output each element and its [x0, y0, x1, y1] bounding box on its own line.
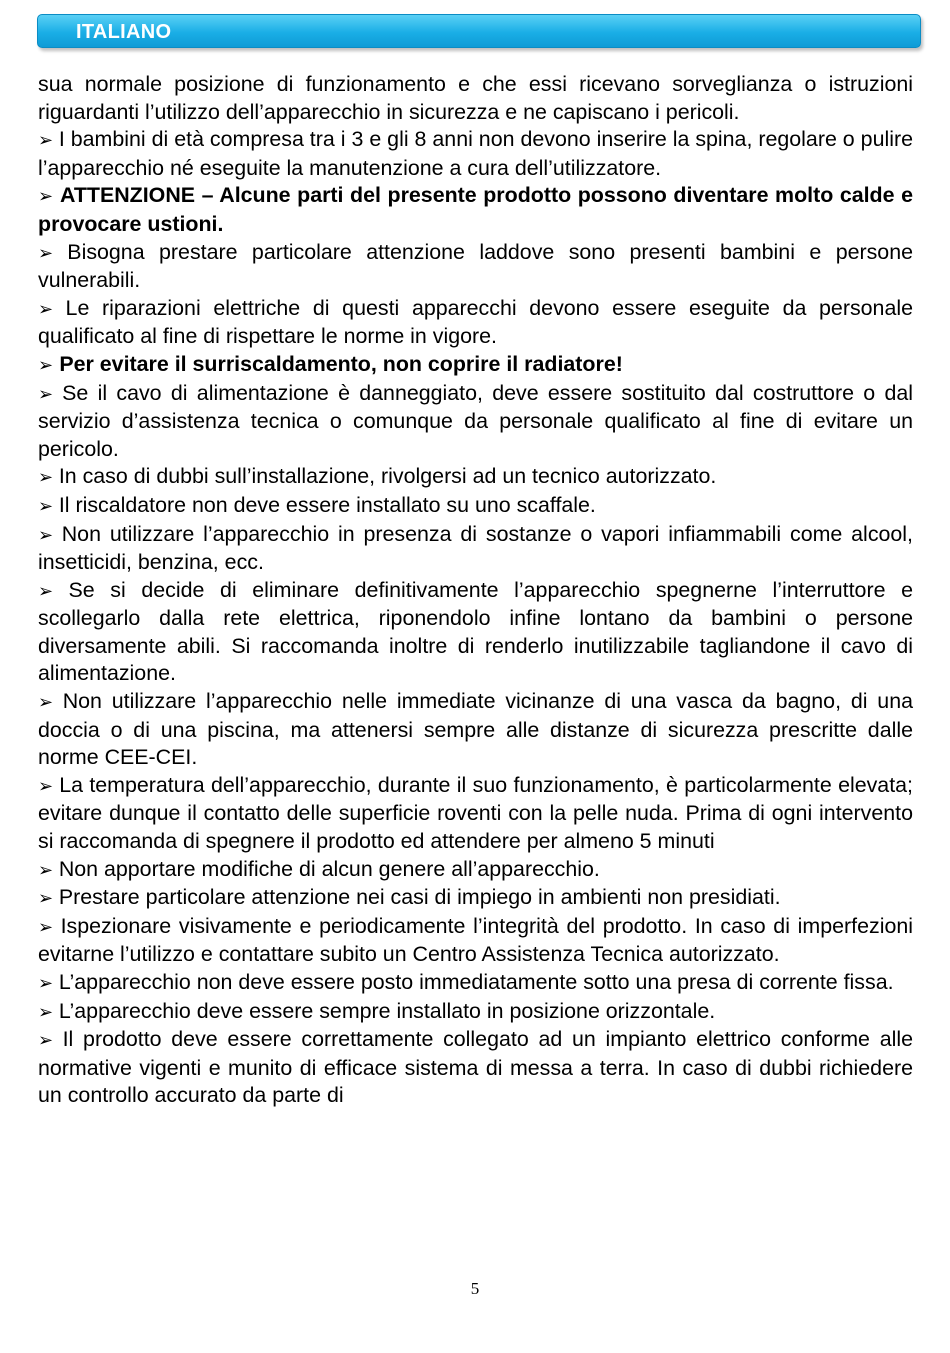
bullet-item: ➢ Ispezionare visivamente e periodicamente l’integrità del prodotto. In caso di imperfezioni evitarne l’utilizzo e contattare subito un Centro Assistenza Tecnica autorizzato.	[38, 913, 913, 969]
bullet-item: ➢ Se si decide di eliminare definitivamente l’apparecchio spegnerne l’interruttore e scollegarlo dalla rete elettrica, riponendolo infine lontano da bambini o persone diversamente abili. Si raccomanda inoltre di renderlo inutilizzabile tagliandone il cavo di alimentazione.	[38, 577, 913, 688]
bullet-item: ➢ Il prodotto deve essere correttamente collegato ad un impianto elettrico conforme alle normative vigenti e munito di efficace sistema di messa a terra. In caso di dubbi richiedere un controllo accurato da parte di	[38, 1026, 913, 1110]
bullet-item: ➢ La temperatura dell’apparecchio, durante il suo funzionamento, è particolarmente elevata; evitare dunque il contatto delle superficie roventi con la pelle nuda. Prima di ogni intervento si raccomanda di spegnere il prodotto ed attendere per almeno 5 minuti	[38, 772, 913, 856]
bullet-item: ➢ In caso di dubbi sull’installazione, rivolgersi ad un tecnico autorizzato.	[38, 463, 913, 492]
document-body	[38, 71, 913, 1110]
paragraph: sua normale posizione di funzionamento e che essi ricevano sorveglianza o istruzioni riguardanti l’utilizzo dell’apparecchio in sicurezza e ne capiscano i pericoli.	[38, 72, 913, 124]
bullet-item: ➢ ATTENZIONE – Alcune parti del presente prodotto possono diventare molto calde e provocare ustioni.	[38, 182, 913, 238]
bullet-item: ➢ Bisogna prestare particolare attenzione laddove sono presenti bambini e persone vulnerabili.	[38, 239, 913, 295]
bullet-item: ➢ Prestare particolare attenzione nei casi di impiego in ambienti non presidiati.	[38, 884, 913, 913]
page-number: 5	[470, 1279, 480, 1298]
section-title: ITALIANO	[76, 21, 172, 43]
section-header-bar	[37, 14, 921, 48]
bullet-item: ➢ Non utilizzare l’apparecchio in presenza di sostanze o vapori infiammabili come alcool, insetticidi, benzina, ecc.	[38, 521, 913, 577]
bullet-item: ➢ Non utilizzare l’apparecchio nelle immediate vicinanze di una vasca da bagno, di una doccia o di una piscina, ma attenersi sempre alle distanze di sicurezza prescritte dalle norme CEE-CEI.	[38, 688, 913, 772]
bullet-item: ➢ Non apportare modifiche di alcun genere all’apparecchio.	[38, 856, 913, 885]
bullet-item: ➢ L’apparecchio deve essere sempre installato in posizione orizzontale.	[38, 998, 913, 1027]
bullet-item: ➢ I bambini di età compresa tra i 3 e gli 8 anni non devono inserire la spina, regolare o pulire l’apparecchio né eseguite la manutenzione a cura dell’utilizzatore.	[38, 126, 913, 182]
bullet-item: ➢ L’apparecchio non deve essere posto immediatamente sotto una presa di corrente fissa.	[38, 969, 913, 998]
bullet-item: ➢ Il riscaldatore non deve essere installato su uno scaffale.	[38, 492, 913, 521]
bullet-item: ➢ Per evitare il surriscaldamento, non coprire il radiatore!	[38, 351, 913, 380]
bullet-item: ➢ Se il cavo di alimentazione è danneggiato, deve essere sostituito dal costruttore o dal servizio d’assistenza tecnica o comunque da personale qualificato al fine di evitare un pericolo.	[38, 380, 913, 464]
bullet-item: ➢ Le riparazioni elettriche di questi apparecchi devono essere eseguite da personale qualificato al fine di rispettare le norme in vigore.	[38, 295, 913, 351]
